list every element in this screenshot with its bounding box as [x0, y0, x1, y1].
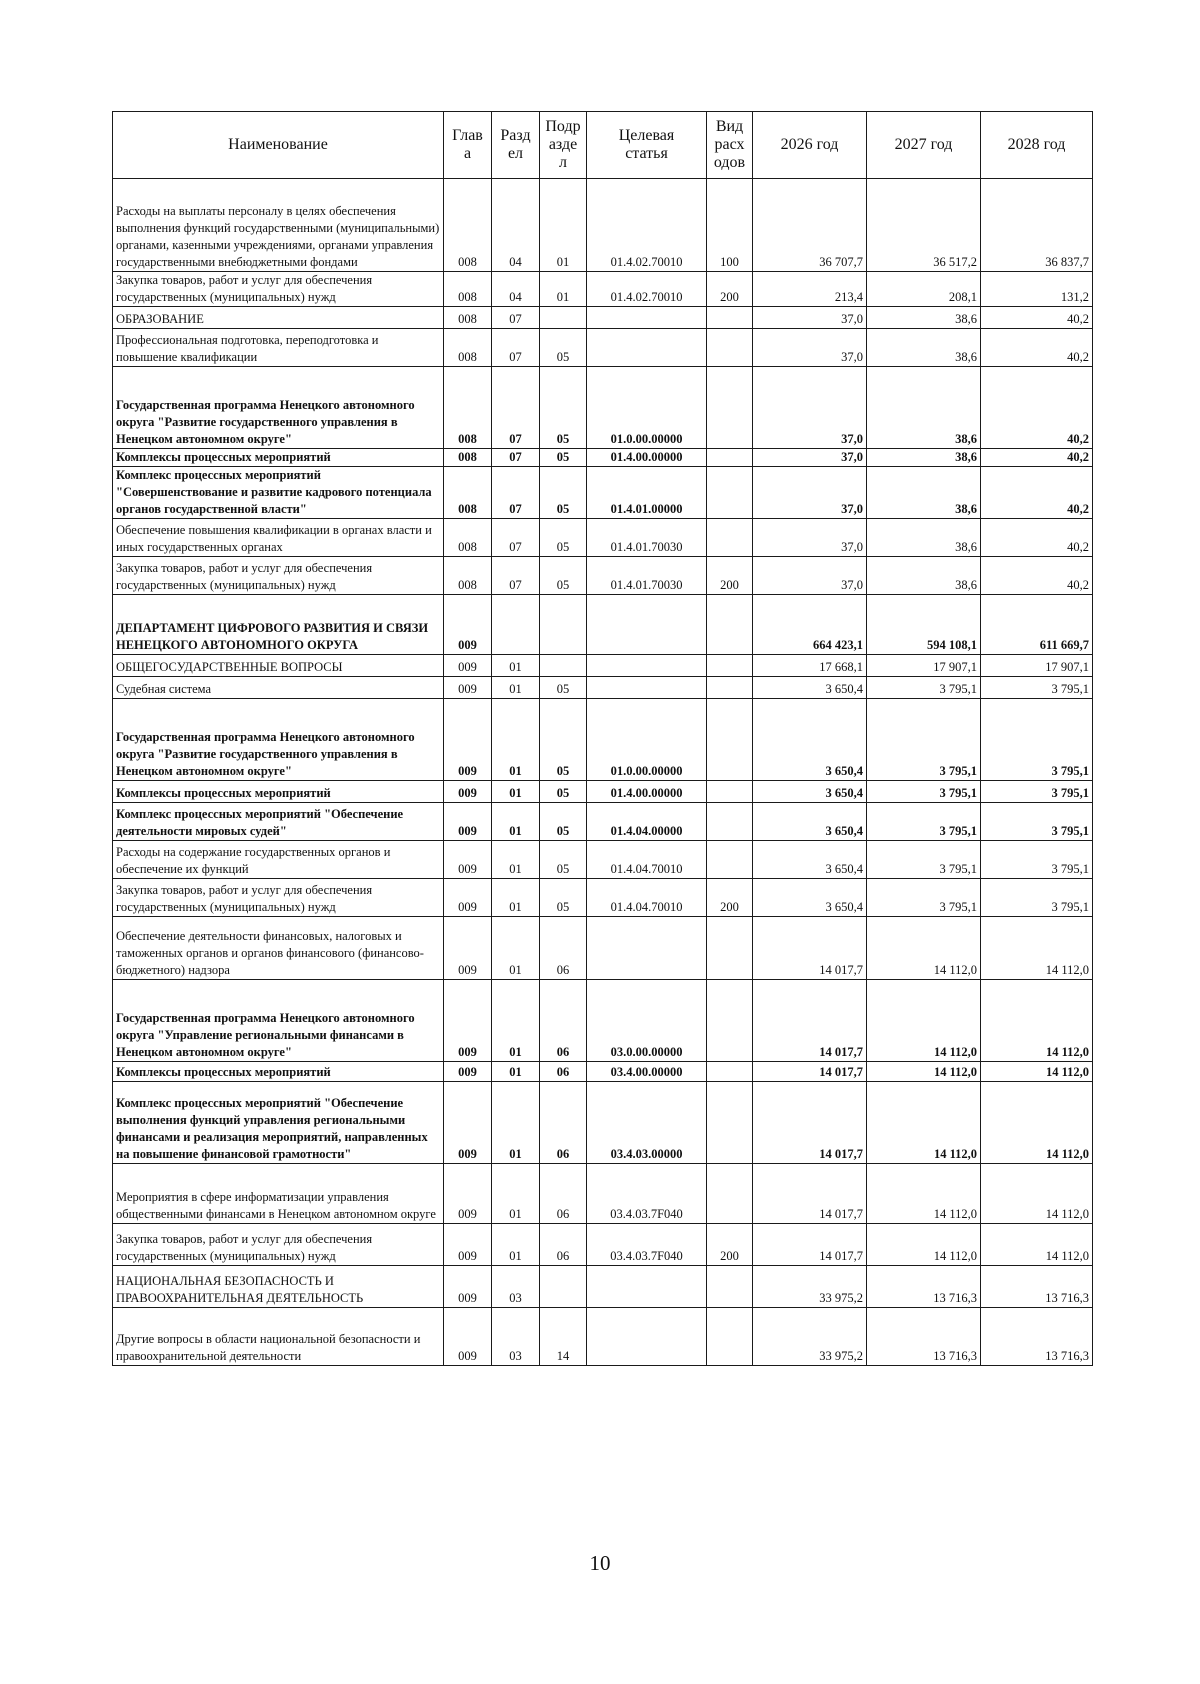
cell-2026: 213,4: [753, 272, 867, 307]
cell-expense-type: [707, 1164, 753, 1224]
cell-2026: 37,0: [753, 519, 867, 557]
cell-2026: 14 017,7: [753, 1082, 867, 1164]
cell-expense-type: [707, 519, 753, 557]
cell-podrazdel: 06: [540, 980, 587, 1062]
cell-razdel: 01: [492, 1164, 540, 1224]
cell-podrazdel: [540, 1266, 587, 1308]
cell-glava: 009: [444, 699, 492, 781]
cell-glava: 009: [444, 1224, 492, 1266]
cell-razdel: [492, 595, 540, 655]
header-2027: [867, 112, 981, 179]
cell-expense-type: [707, 677, 753, 699]
header-2026: [753, 112, 867, 179]
cell-podrazdel: 06: [540, 1164, 587, 1224]
header-expense-type: [707, 112, 753, 179]
cell-podrazdel: 05: [540, 781, 587, 803]
cell-target-article: 01.4.01.70030: [587, 519, 707, 557]
cell-2026: 17 668,1: [753, 655, 867, 677]
table-row: [113, 803, 1093, 841]
cell-name: Государственная программа Ненецкого автономного округа "Развитие государственного управления в Ненецком автономном округе": [113, 699, 444, 781]
cell-expense-type: [707, 449, 753, 467]
cell-podrazdel: 05: [540, 841, 587, 879]
cell-2026: 36 707,7: [753, 179, 867, 272]
header-text: Вид: [715, 118, 744, 135]
cell-razdel: 01: [492, 1224, 540, 1266]
cell-expense-type: [707, 699, 753, 781]
cell-2028: 40,2: [981, 449, 1093, 467]
table-header-row: [113, 112, 1093, 179]
header-text: л: [559, 154, 567, 171]
cell-glava: 009: [444, 677, 492, 699]
cell-name: Расходы на выплаты персоналу в целях обеспечения выполнения функций государственными (муниципальными) органами, казенными учреждениями, органами управления государственными внебюджетными фондами: [113, 179, 444, 272]
cell-podrazdel: [540, 595, 587, 655]
cell-podrazdel: 06: [540, 1062, 587, 1082]
cell-glava: 008: [444, 179, 492, 272]
cell-expense-type: [707, 917, 753, 980]
cell-name: Обеспечение повышения квалификации в органах власти и иных государственных органах: [113, 519, 444, 557]
cell-razdel: 07: [492, 307, 540, 329]
cell-2028: 36 837,7: [981, 179, 1093, 272]
cell-name: Закупка товаров, работ и услуг для обеспечения государственных (муниципальных) нужд: [113, 879, 444, 917]
cell-expense-type: [707, 595, 753, 655]
cell-2026: 14 017,7: [753, 980, 867, 1062]
cell-expense-type: 100: [707, 179, 753, 272]
cell-razdel: 07: [492, 367, 540, 449]
header-target-article: [587, 112, 707, 179]
cell-target-article: [587, 917, 707, 980]
table-row: [113, 1224, 1093, 1266]
table-row: [113, 179, 1093, 272]
cell-expense-type: [707, 655, 753, 677]
cell-name: ОБЩЕГОСУДАРСТВЕННЫЕ ВОПРОСЫ: [113, 655, 444, 677]
cell-2028: 131,2: [981, 272, 1093, 307]
cell-glava: 009: [444, 1164, 492, 1224]
cell-2028: 13 716,3: [981, 1308, 1093, 1366]
cell-razdel: 01: [492, 781, 540, 803]
cell-2028: 40,2: [981, 519, 1093, 557]
cell-podrazdel: 05: [540, 329, 587, 367]
cell-target-article: 03.4.03.7F040: [587, 1164, 707, 1224]
cell-2028: 40,2: [981, 467, 1093, 519]
cell-expense-type: [707, 1082, 753, 1164]
cell-name: Комплекс процессных мероприятий "Обеспечение деятельности мировых судей": [113, 803, 444, 841]
cell-glava: 009: [444, 803, 492, 841]
cell-2026: 37,0: [753, 557, 867, 595]
cell-2027: 13 716,3: [867, 1266, 981, 1308]
cell-2028: 40,2: [981, 329, 1093, 367]
cell-glava: 009: [444, 595, 492, 655]
cell-glava: 009: [444, 1308, 492, 1366]
table-row: [113, 1266, 1093, 1308]
cell-glava: 008: [444, 367, 492, 449]
cell-target-article: [587, 655, 707, 677]
cell-2028: 40,2: [981, 307, 1093, 329]
table-row: [113, 841, 1093, 879]
cell-2028: 40,2: [981, 557, 1093, 595]
cell-glava: 008: [444, 519, 492, 557]
cell-expense-type: 200: [707, 272, 753, 307]
header-text: азде: [548, 136, 578, 153]
table-row: [113, 917, 1093, 980]
cell-podrazdel: 05: [540, 367, 587, 449]
cell-podrazdel: 14: [540, 1308, 587, 1366]
header-text: Наименование: [228, 136, 328, 153]
cell-target-article: 01.4.04.70010: [587, 879, 707, 917]
cell-2026: 37,0: [753, 449, 867, 467]
header-text: одов: [713, 154, 746, 171]
table-row: [113, 1164, 1093, 1224]
cell-expense-type: [707, 1266, 753, 1308]
cell-target-article: [587, 595, 707, 655]
cell-razdel: 01: [492, 917, 540, 980]
cell-podrazdel: 05: [540, 519, 587, 557]
cell-target-article: 01.4.01.70030: [587, 557, 707, 595]
cell-2026: 14 017,7: [753, 917, 867, 980]
cell-podrazdel: [540, 655, 587, 677]
cell-target-article: [587, 677, 707, 699]
header-text: статья: [625, 145, 668, 162]
cell-2026: 33 975,2: [753, 1266, 867, 1308]
cell-razdel: 07: [492, 449, 540, 467]
table-row: [113, 307, 1093, 329]
cell-razdel: 01: [492, 1082, 540, 1164]
cell-razdel: 07: [492, 329, 540, 367]
cell-2028: 3 795,1: [981, 879, 1093, 917]
table-row: [113, 781, 1093, 803]
cell-podrazdel: 05: [540, 677, 587, 699]
cell-expense-type: 200: [707, 557, 753, 595]
cell-name: Государственная программа Ненецкого автономного округа "Управление региональными финансами в Ненецком автономном округе": [113, 980, 444, 1062]
cell-2026: 3 650,4: [753, 803, 867, 841]
cell-podrazdel: 05: [540, 467, 587, 519]
cell-2027: 38,6: [867, 367, 981, 449]
cell-name: Комплекс процессных мероприятий "Обеспечение выполнения функций управления региональными финансами и реализация мероприятий, направленных на повышение финансовой грамотности": [113, 1082, 444, 1164]
budget-table: [112, 111, 1093, 1366]
header-name: [113, 112, 444, 179]
cell-glava: 009: [444, 980, 492, 1062]
cell-target-article: [587, 329, 707, 367]
cell-name: Комплексы процессных мероприятий: [113, 781, 444, 803]
header-text: Разд: [500, 127, 531, 144]
cell-expense-type: 200: [707, 879, 753, 917]
cell-podrazdel: 06: [540, 1082, 587, 1164]
table-row: [113, 449, 1093, 467]
table-row: [113, 1082, 1093, 1164]
header-text: 2027 год: [894, 136, 953, 153]
cell-target-article: [587, 1308, 707, 1366]
cell-name: Комплексы процессных мероприятий: [113, 449, 444, 467]
cell-name: Судебная система: [113, 677, 444, 699]
header-text: а: [463, 145, 472, 162]
cell-podrazdel: 05: [540, 803, 587, 841]
cell-expense-type: [707, 1062, 753, 1082]
cell-razdel: 01: [492, 841, 540, 879]
cell-2028: 14 112,0: [981, 1082, 1093, 1164]
cell-2027: 14 112,0: [867, 1082, 981, 1164]
cell-2027: 3 795,1: [867, 781, 981, 803]
cell-name: Профессиональная подготовка, переподготовка и повышение квалификации: [113, 329, 444, 367]
cell-expense-type: 200: [707, 1224, 753, 1266]
cell-razdel: 01: [492, 879, 540, 917]
cell-expense-type: [707, 841, 753, 879]
cell-name: ОБРАЗОВАНИЕ: [113, 307, 444, 329]
cell-expense-type: [707, 803, 753, 841]
header-text: Подр: [545, 118, 581, 135]
cell-2028: 3 795,1: [981, 803, 1093, 841]
cell-name: Обеспечение деятельности финансовых, налоговых и таможенных органов и органов финансового (финансово-бюджетного) надзора: [113, 917, 444, 980]
cell-razdel: 04: [492, 272, 540, 307]
cell-2028: 13 716,3: [981, 1266, 1093, 1308]
cell-expense-type: [707, 307, 753, 329]
cell-2028: 40,2: [981, 367, 1093, 449]
cell-2026: 3 650,4: [753, 841, 867, 879]
table-row: [113, 329, 1093, 367]
cell-razdel: 03: [492, 1308, 540, 1366]
cell-2027: 38,6: [867, 519, 981, 557]
cell-2027: 3 795,1: [867, 879, 981, 917]
header-text: Глав: [452, 127, 483, 144]
header-text: ел: [507, 145, 524, 162]
cell-razdel: 01: [492, 655, 540, 677]
header-text: 2028 год: [1007, 136, 1066, 153]
cell-target-article: 01.4.00.00000: [587, 449, 707, 467]
cell-razdel: 01: [492, 980, 540, 1062]
cell-2027: 14 112,0: [867, 1224, 981, 1266]
header-glava: [444, 112, 492, 179]
cell-2026: 3 650,4: [753, 781, 867, 803]
cell-podrazdel: 05: [540, 557, 587, 595]
cell-expense-type: [707, 1308, 753, 1366]
cell-2027: 14 112,0: [867, 917, 981, 980]
table-row: [113, 1308, 1093, 1366]
cell-razdel: 07: [492, 519, 540, 557]
cell-2028: 14 112,0: [981, 1164, 1093, 1224]
cell-glava: 009: [444, 1082, 492, 1164]
cell-target-article: 01.4.02.70010: [587, 272, 707, 307]
cell-razdel: 01: [492, 803, 540, 841]
cell-2028: 14 112,0: [981, 980, 1093, 1062]
cell-name: Другие вопросы в области национальной безопасности и правоохранительной деятельности: [113, 1308, 444, 1366]
cell-podrazdel: 05: [540, 449, 587, 467]
cell-2027: 3 795,1: [867, 677, 981, 699]
cell-2027: 38,6: [867, 307, 981, 329]
cell-razdel: 04: [492, 179, 540, 272]
header-text: 2026 год: [780, 136, 839, 153]
cell-glava: 008: [444, 329, 492, 367]
table-row: [113, 272, 1093, 307]
cell-glava: 008: [444, 272, 492, 307]
cell-2026: 3 650,4: [753, 699, 867, 781]
cell-2026: 37,0: [753, 329, 867, 367]
cell-target-article: 01.0.00.00000: [587, 367, 707, 449]
cell-podrazdel: [540, 307, 587, 329]
cell-razdel: 01: [492, 1062, 540, 1082]
cell-name: Расходы на содержание государственных органов и обеспечение их функций: [113, 841, 444, 879]
cell-2028: 3 795,1: [981, 841, 1093, 879]
cell-2027: 14 112,0: [867, 1062, 981, 1082]
cell-target-article: 01.4.01.00000: [587, 467, 707, 519]
cell-2026: 37,0: [753, 467, 867, 519]
cell-2028: 14 112,0: [981, 917, 1093, 980]
cell-2026: 33 975,2: [753, 1308, 867, 1366]
cell-glava: 008: [444, 557, 492, 595]
cell-2027: 38,6: [867, 329, 981, 367]
cell-target-article: 01.4.04.00000: [587, 803, 707, 841]
cell-2028: 17 907,1: [981, 655, 1093, 677]
cell-2028: 14 112,0: [981, 1224, 1093, 1266]
cell-2028: 611 669,7: [981, 595, 1093, 655]
header-podrazdel: [540, 112, 587, 179]
table-row: [113, 367, 1093, 449]
cell-expense-type: [707, 329, 753, 367]
cell-podrazdel: 01: [540, 179, 587, 272]
cell-2028: 3 795,1: [981, 699, 1093, 781]
cell-glava: 009: [444, 841, 492, 879]
cell-2027: 38,6: [867, 467, 981, 519]
cell-name: Государственная программа Ненецкого автономного округа "Развитие государственного управления в Ненецком автономном округе": [113, 367, 444, 449]
cell-podrazdel: 05: [540, 699, 587, 781]
cell-podrazdel: 05: [540, 879, 587, 917]
table-row: [113, 699, 1093, 781]
header-razdel: [492, 112, 540, 179]
cell-expense-type: [707, 467, 753, 519]
cell-razdel: 01: [492, 677, 540, 699]
cell-target-article: 01.4.04.70010: [587, 841, 707, 879]
cell-2026: 664 423,1: [753, 595, 867, 655]
cell-target-article: 03.4.00.00000: [587, 1062, 707, 1082]
cell-glava: 008: [444, 449, 492, 467]
cell-name: Закупка товаров, работ и услуг для обеспечения государственных (муниципальных) нужд: [113, 1224, 444, 1266]
cell-target-article: 01.4.02.70010: [587, 179, 707, 272]
table-row: [113, 467, 1093, 519]
cell-target-article: 03.0.00.00000: [587, 980, 707, 1062]
cell-2027: 38,6: [867, 557, 981, 595]
cell-razdel: 03: [492, 1266, 540, 1308]
cell-glava: 009: [444, 781, 492, 803]
cell-razdel: 07: [492, 557, 540, 595]
cell-2026: 37,0: [753, 307, 867, 329]
table-row: [113, 1062, 1093, 1082]
table-row: [113, 655, 1093, 677]
cell-2028: 14 112,0: [981, 1062, 1093, 1082]
cell-2027: 14 112,0: [867, 980, 981, 1062]
cell-name: ДЕПАРТАМЕНТ ЦИФРОВОГО РАЗВИТИЯ И СВЯЗИ НЕНЕЦКОГО АВТОНОМНОГО ОКРУГА: [113, 595, 444, 655]
cell-expense-type: [707, 367, 753, 449]
cell-2026: 14 017,7: [753, 1062, 867, 1082]
cell-razdel: 01: [492, 699, 540, 781]
cell-2027: 13 716,3: [867, 1308, 981, 1366]
cell-glava: 009: [444, 655, 492, 677]
cell-expense-type: [707, 781, 753, 803]
cell-target-article: 01.0.00.00000: [587, 699, 707, 781]
cell-2026: 14 017,7: [753, 1164, 867, 1224]
cell-glava: 008: [444, 467, 492, 519]
cell-target-article: [587, 1266, 707, 1308]
cell-2027: 3 795,1: [867, 803, 981, 841]
table-row: [113, 519, 1093, 557]
cell-2027: 17 907,1: [867, 655, 981, 677]
cell-target-article: 01.4.00.00000: [587, 781, 707, 803]
cell-glava: 009: [444, 917, 492, 980]
cell-expense-type: [707, 980, 753, 1062]
cell-2028: 3 795,1: [981, 781, 1093, 803]
cell-name: Мероприятия в сфере информатизации управления общественными финансами в Ненецком автономном округе: [113, 1164, 444, 1224]
table-row: [113, 557, 1093, 595]
cell-2027: 3 795,1: [867, 699, 981, 781]
cell-2026: 14 017,7: [753, 1224, 867, 1266]
cell-2028: 3 795,1: [981, 677, 1093, 699]
cell-glava: 009: [444, 1266, 492, 1308]
cell-name: Закупка товаров, работ и услуг для обеспечения государственных (муниципальных) нужд: [113, 557, 444, 595]
cell-podrazdel: 01: [540, 272, 587, 307]
cell-2027: 594 108,1: [867, 595, 981, 655]
cell-podrazdel: 06: [540, 1224, 587, 1266]
table-row: [113, 980, 1093, 1062]
cell-target-article: 03.4.03.00000: [587, 1082, 707, 1164]
header-2028: [981, 112, 1093, 179]
cell-2027: 36 517,2: [867, 179, 981, 272]
table-row: [113, 879, 1093, 917]
cell-podrazdel: 06: [540, 917, 587, 980]
cell-2027: 38,6: [867, 449, 981, 467]
cell-name: Закупка товаров, работ и услуг для обеспечения государственных (муниципальных) нужд: [113, 272, 444, 307]
table-row: [113, 595, 1093, 655]
cell-2026: 37,0: [753, 367, 867, 449]
cell-glava: 009: [444, 879, 492, 917]
cell-name: Комплексы процессных мероприятий: [113, 1062, 444, 1082]
header-text: расх: [714, 136, 745, 153]
cell-2026: 3 650,4: [753, 879, 867, 917]
cell-name: Комплекс процессных мероприятий "Совершенствование и развитие кадрового потенциала органов государственной власти": [113, 467, 444, 519]
table-row: [113, 677, 1093, 699]
cell-2027: 3 795,1: [867, 841, 981, 879]
table-body: [113, 179, 1093, 1366]
cell-razdel: 07: [492, 467, 540, 519]
cell-target-article: [587, 307, 707, 329]
cell-2026: 3 650,4: [753, 677, 867, 699]
cell-2027: 208,1: [867, 272, 981, 307]
page-number: 10: [589, 1551, 611, 1575]
cell-glava: 009: [444, 1062, 492, 1082]
cell-target-article: 03.4.03.7F040: [587, 1224, 707, 1266]
cell-name: НАЦИОНАЛЬНАЯ БЕЗОПАСНОСТЬ И ПРАВООХРАНИТЕЛЬНАЯ ДЕЯТЕЛЬНОСТЬ: [113, 1266, 444, 1308]
cell-2027: 14 112,0: [867, 1164, 981, 1224]
cell-glava: 008: [444, 307, 492, 329]
header-text: Целевая: [618, 127, 675, 144]
